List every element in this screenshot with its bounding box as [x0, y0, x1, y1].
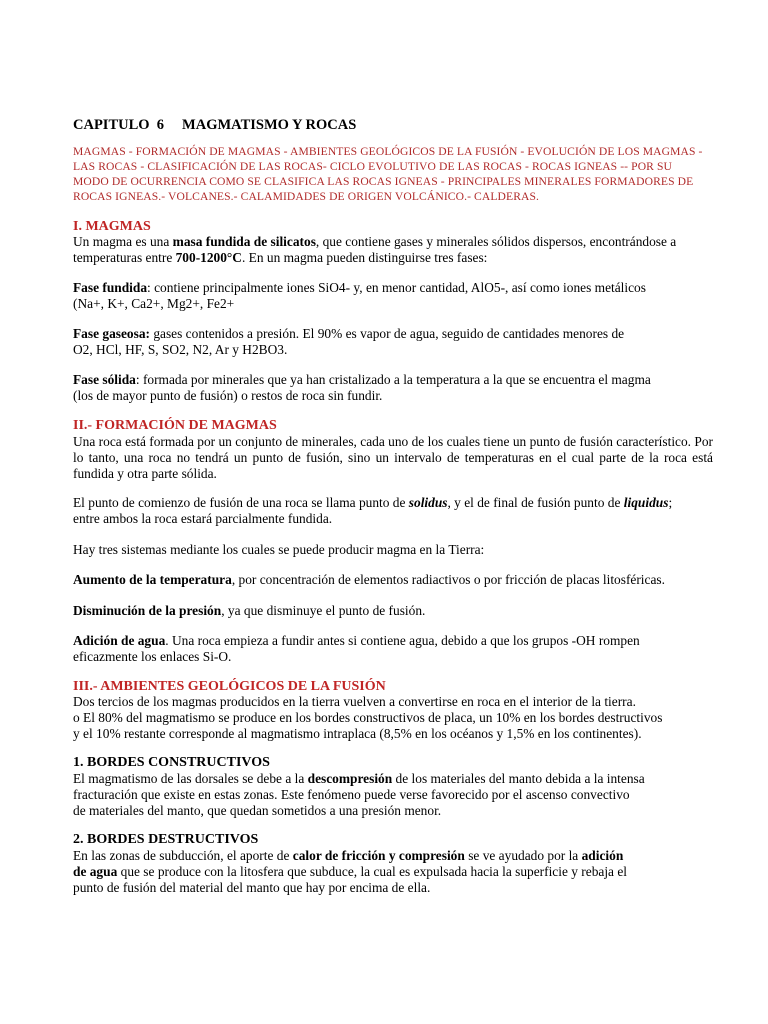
text: , que contiene gases y minerales sólidos dispersos, encontrándose a temperaturas entre [73, 234, 677, 265]
subheading-destructive: 2. BORDES DESTRUCTIVOS [73, 832, 259, 847]
phase-gas-line2: O2, HCl, HF, S, SO2, N2, Ar y H2BO3. [73, 341, 288, 357]
three-systems-intro: Hay tres sistemas mediante los cuales se puede producir magma en la Tierra: [73, 542, 485, 557]
magmas-intro [73, 234, 713, 266]
text: gases contenidos a presión. El 90% es vapor de agua, seguido de cantidades menores de [149, 326, 625, 341]
system-water [73, 633, 713, 665]
text: se ve ayudado por la [464, 848, 582, 863]
chapter-title [73, 116, 713, 134]
bold-text: masa fundida de silicatos [172, 234, 316, 249]
text: de los materiales del manto debida a la intensa [392, 771, 645, 786]
chapter-number: CAPITULO 6 [73, 117, 165, 133]
constructive-paragraph [73, 771, 713, 818]
text: Un magma es una [73, 234, 173, 249]
destructive-line3: punto de fusión del material del manto que hay por encima de ella. [73, 879, 431, 895]
text: , por concentración de elementos radiactivos o por fricción de placas litosféricas. [231, 572, 665, 587]
text: ; [668, 495, 673, 510]
text: En las zonas de subducción, el aporte de [73, 848, 293, 863]
constructive-line3: de materiales del manto, que quedan sometidos a una presión menor. [73, 802, 442, 818]
text: El magmatismo de las dorsales se debe a la [73, 771, 308, 786]
system-pressure [73, 603, 713, 619]
text: . Una roca empieza a fundir antes si contiene agua, debido a que los grupos -OH rompen [165, 633, 640, 648]
text: : formada por minerales que ya han cristalizado a la temperatura a la que se encuentra el magma [135, 372, 651, 387]
text: . En un magma pueden distinguirse tres fases: [241, 249, 488, 265]
phase-label: Fase gaseosa: [73, 326, 150, 341]
environments-line3: y el 10% restante corresponde al magmatismo intraplaca (8,5% en los océanos y 1,5% en los continentes). [73, 725, 642, 741]
bold-text: descompresión [307, 771, 393, 786]
system-label: Aumento de la temperatura [73, 572, 232, 587]
subheading-constructive: 1. BORDES CONSTRUCTIVOS [73, 755, 270, 770]
text: : contiene principalmente iones SiO4- y, en menor cantidad, AlO5-, así como iones metálicos [147, 280, 646, 295]
solidus-line2: entre ambos la roca estará parcialmente fundida. [73, 510, 333, 526]
environments-line1: Dos tercios de los magmas producidos en la tierra vuelven a convertirse en roca en el interior de la tierra. [73, 694, 636, 709]
bold-text: calor de fricción y compresión [292, 848, 465, 863]
system-label: Adición de agua [73, 633, 166, 648]
constructive-line1 [73, 771, 713, 787]
text: , y el de final de fusión punto de [447, 495, 624, 510]
formation-paragraph: Una roca está formada por un conjunto de minerales, cada uno de los cuales tiene un punto de fusión característico. Por lo tanto, una roca no tendrá un punto de fusión, sino un intervalo de temperaturas en el cual parte de la roca está fundida y otra parte sólida. [73, 434, 713, 481]
chapter-name: MAGMATISMO Y ROCAS [182, 117, 357, 133]
solidus-liquidus-paragraph [73, 495, 713, 527]
text: , ya que disminuye el punto de fusión. [221, 603, 426, 618]
phase-gas-line1 [73, 326, 713, 342]
solidus-line1 [73, 495, 713, 511]
chapter-topics: MAGMAS - FORMACIÓN DE MAGMAS - AMBIENTES GEOLÓGICOS DE LA FUSIÓN - EVOLUCIÓN DE LOS MAGMAS - LAS ROCAS - CLASIFICACIÓN DE LAS ROCAS- CICLO EVOLUTIVO DE LAS ROCAS - ROCAS IGNEAS -- POR SU MODO DE OCURRENCIA COMO SE CLASIFICA LAS ROCAS IGNEAS - PRINCIPALES MINERALES FORMADORES DE ROCAS IGNEAS.- VOLCANES.- CALAMIDADES DE ORIGEN VOLCÁNICO.- CALDERAS. [73, 145, 703, 203]
term-solidus: solidus [408, 495, 448, 510]
phase-label: Fase sólida [73, 372, 136, 387]
system-water-line1 [73, 633, 713, 649]
phase-solid-line2: (los de mayor punto de fusión) o restos de roca sin fundir. [73, 387, 383, 403]
bold-text: adición [581, 848, 624, 863]
phase-molten-line1 [73, 280, 713, 296]
constructive-line2: fracturación que existe en estas zonas. Este fenómeno puede verse favorecido por el ascenso convectivo [73, 786, 630, 802]
section-heading-formation: II.- FORMACIÓN DE MAGMAS [73, 418, 277, 433]
destructive-line1 [73, 848, 713, 864]
phase-molten [73, 280, 713, 312]
system-label: Disminución de la presión [73, 603, 222, 618]
text: El punto de comienzo de fusión de una roca se llama punto de [73, 495, 409, 510]
bold-text: de agua [73, 863, 118, 879]
section-heading-magmas: I. MAGMAS [73, 219, 151, 234]
environments-line2: o El 80% del magmatismo se produce en los bordes constructivos de placa, un 10% en los bordes destructivos [73, 709, 663, 725]
destructive-line2 [73, 864, 713, 880]
text: que se produce con la litosfera que subduce, la cual es expulsada hacia la superficie y rebaja el [117, 863, 628, 879]
bold-text: 700-1200°C [175, 249, 242, 265]
environments-paragraph [73, 694, 713, 741]
phase-solid-line1 [73, 372, 713, 388]
system-temperature [73, 572, 713, 588]
phase-label: Fase fundida [73, 280, 148, 295]
destructive-paragraph [73, 848, 713, 895]
section-heading-environments: III.- AMBIENTES GEOLÓGICOS DE LA FUSIÓN [73, 679, 386, 694]
phase-gas [73, 326, 713, 358]
term-liquidus: liquidus [623, 495, 669, 510]
phase-molten-line2: (Na+, K+, Ca2+, Mg2+, Fe2+ [73, 295, 235, 311]
phase-solid [73, 372, 713, 404]
system-water-line2: eficazmente los enlaces Si-O. [73, 648, 232, 664]
